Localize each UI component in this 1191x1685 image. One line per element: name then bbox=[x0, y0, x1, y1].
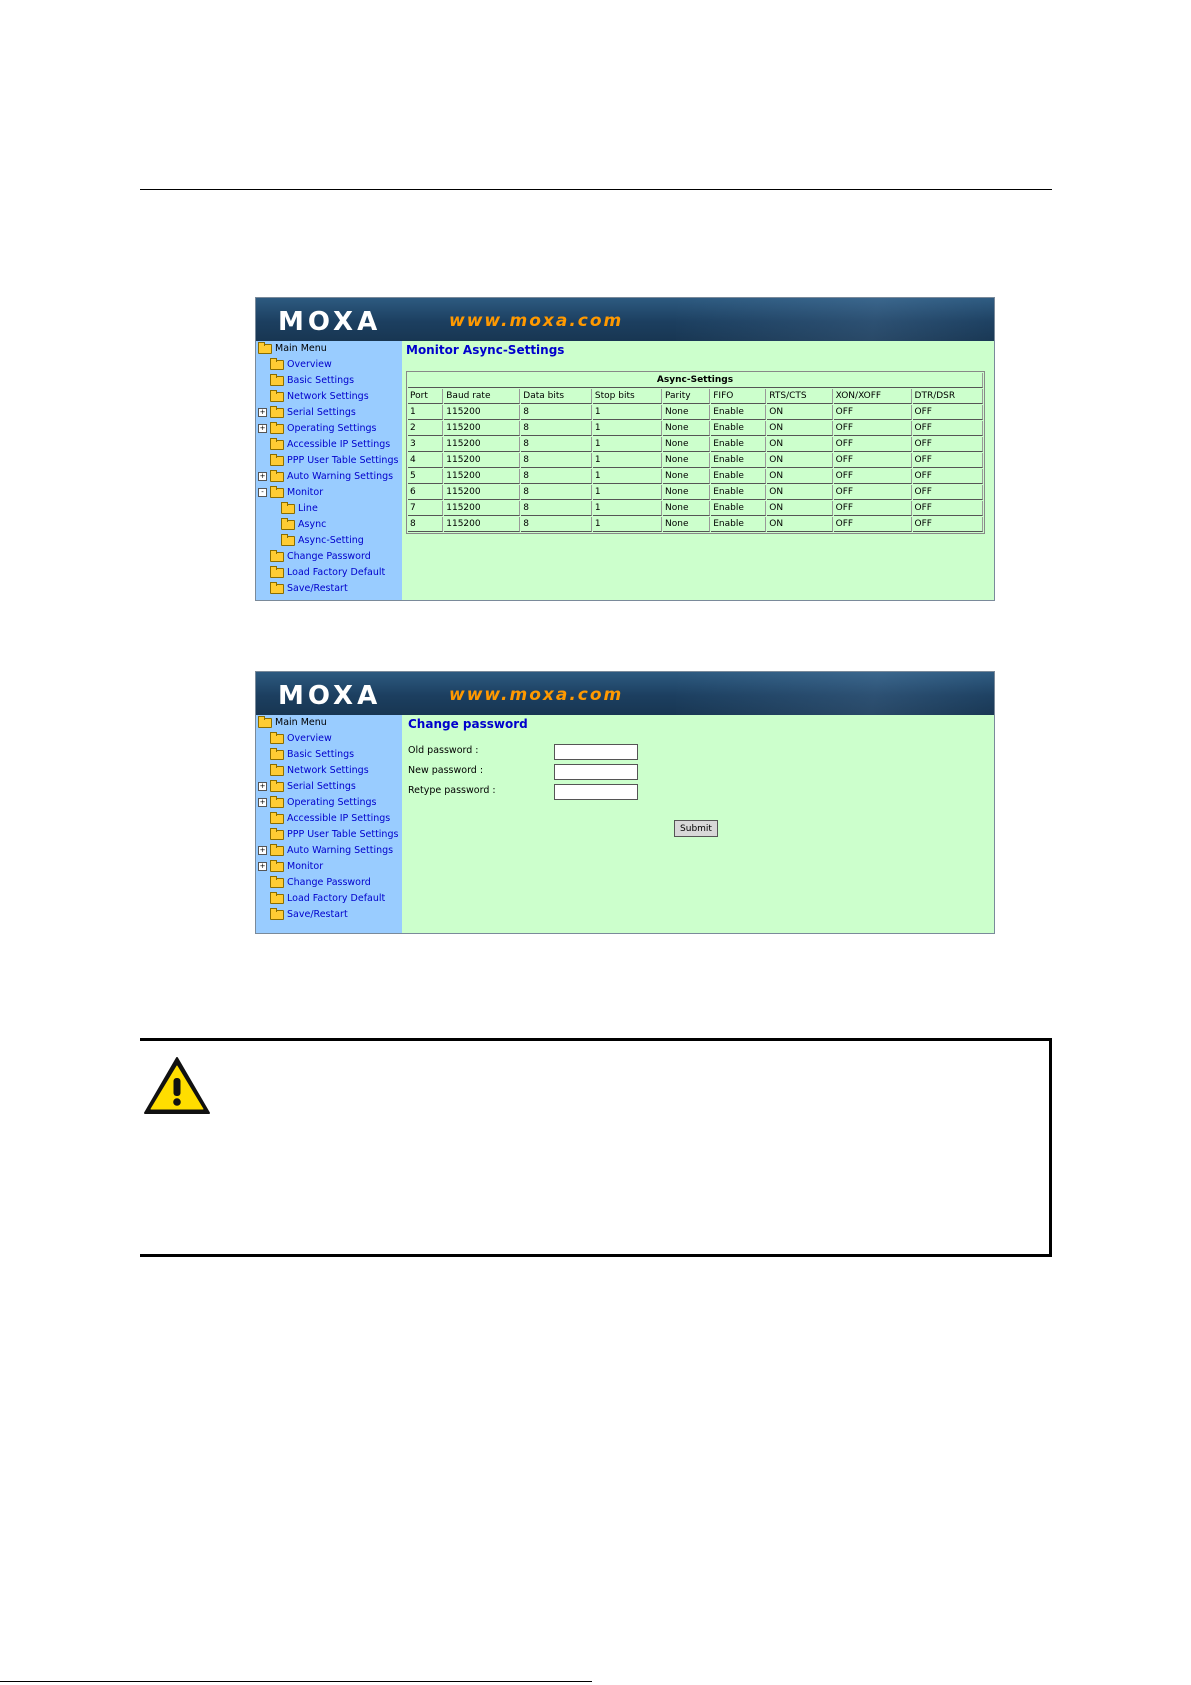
table-row bbox=[408, 405, 983, 420]
table-cell: 8 bbox=[521, 453, 592, 468]
table-cell: 1 bbox=[593, 485, 662, 500]
table-cell: None bbox=[663, 485, 710, 500]
table-cell: OFF bbox=[913, 405, 983, 420]
expand-icon[interactable]: + bbox=[259, 424, 266, 432]
async-settings-table bbox=[406, 371, 985, 534]
menu-item-serial-settings[interactable] bbox=[256, 405, 402, 421]
menu-item-label: Load Factory Default bbox=[287, 567, 386, 578]
menu-item-label: Serial Settings bbox=[287, 407, 356, 418]
menu-item-label: Overview bbox=[287, 359, 332, 370]
table-cell: OFF bbox=[834, 405, 912, 420]
table-cell: OFF bbox=[834, 421, 912, 436]
moxa-logo: MOXA bbox=[278, 307, 382, 337]
folder-icon bbox=[270, 424, 284, 434]
table-cell: 8 bbox=[521, 421, 592, 436]
column-header: Data bits bbox=[521, 389, 592, 404]
table-cell: 1 bbox=[593, 453, 662, 468]
table-cell: 8 bbox=[521, 485, 592, 500]
table-cell: OFF bbox=[834, 453, 912, 468]
table-cell: Enable bbox=[711, 453, 766, 468]
header-rule bbox=[140, 189, 1052, 190]
table-cell: None bbox=[663, 517, 710, 532]
table-cell: OFF bbox=[913, 517, 983, 532]
folder-icon bbox=[270, 392, 284, 402]
table-cell: 115200 bbox=[444, 437, 520, 452]
folder-open-icon bbox=[258, 718, 272, 728]
table-cell: 8 bbox=[408, 517, 443, 532]
table-cell: ON bbox=[767, 421, 832, 436]
column-header: Baud rate bbox=[444, 389, 520, 404]
folder-icon bbox=[270, 798, 284, 808]
table-cell: 1 bbox=[593, 437, 662, 452]
table-cell: ON bbox=[767, 485, 832, 500]
table-cell: Enable bbox=[711, 437, 766, 452]
table-cell: 6 bbox=[408, 485, 443, 500]
folder-icon bbox=[270, 782, 284, 792]
footer-rule bbox=[0, 1681, 592, 1682]
menu-item-label: Serial Settings bbox=[287, 781, 356, 792]
table-cell: ON bbox=[767, 501, 832, 516]
table-cell: 8 bbox=[521, 405, 592, 420]
menu-tree bbox=[256, 341, 402, 597]
table-cell: 4 bbox=[408, 453, 443, 468]
column-header: Parity bbox=[663, 389, 710, 404]
menu-item-main-menu[interactable] bbox=[256, 715, 402, 731]
table-cell: 115200 bbox=[444, 485, 520, 500]
menu-item-label: Save/Restart bbox=[287, 909, 348, 920]
folder-icon bbox=[281, 520, 295, 530]
warning-triangle-icon bbox=[142, 1055, 212, 1117]
menu-item-line[interactable] bbox=[256, 501, 402, 517]
screenshot-change-password bbox=[255, 671, 995, 934]
table-row bbox=[408, 485, 983, 500]
folder-icon bbox=[270, 830, 284, 840]
folder-icon bbox=[270, 488, 284, 498]
menu-item-load-factory-default[interactable] bbox=[256, 891, 402, 907]
screenshot-monitor-async-settings bbox=[255, 297, 995, 601]
folder-icon bbox=[270, 552, 284, 562]
table-cell: 115200 bbox=[444, 453, 520, 468]
menu-item-network-settings[interactable] bbox=[256, 389, 402, 405]
table-cell: OFF bbox=[913, 501, 983, 516]
menu-item-label: Monitor bbox=[287, 487, 324, 498]
folder-icon bbox=[270, 472, 284, 482]
table-cell: Enable bbox=[711, 421, 766, 436]
expand-icon[interactable]: + bbox=[259, 798, 266, 806]
folder-icon bbox=[270, 360, 284, 370]
table-cell: OFF bbox=[913, 469, 983, 484]
menu-item-monitor[interactable] bbox=[256, 859, 402, 875]
table-cell: ON bbox=[767, 469, 832, 484]
folder-icon bbox=[270, 846, 284, 856]
column-header: FIFO bbox=[711, 389, 766, 404]
table-cell: 8 bbox=[521, 501, 592, 516]
menu-item-label: Main Menu bbox=[275, 717, 327, 728]
menu-item-label: Line bbox=[298, 503, 318, 514]
page-title: Change password bbox=[408, 717, 528, 731]
table-cell: OFF bbox=[834, 469, 912, 484]
folder-icon bbox=[270, 456, 284, 466]
table-cell: OFF bbox=[834, 485, 912, 500]
menu-item-async[interactable] bbox=[256, 517, 402, 533]
menu-item-change-password[interactable] bbox=[256, 549, 402, 565]
menu-item-monitor[interactable] bbox=[256, 485, 402, 501]
table-cell: Enable bbox=[711, 469, 766, 484]
menu-item-operating-settings[interactable] bbox=[256, 421, 402, 437]
table-cell: 1 bbox=[593, 517, 662, 532]
folder-icon bbox=[270, 862, 284, 872]
folder-open-icon bbox=[258, 344, 272, 354]
page-title: Monitor Async-Settings bbox=[406, 343, 565, 357]
table-cell: 115200 bbox=[444, 421, 520, 436]
menu-tree bbox=[256, 715, 402, 923]
retype-password-label: Retype password : bbox=[408, 785, 496, 796]
table-cell: ON bbox=[767, 437, 832, 452]
menu-item-label: PPP User Table Settings bbox=[287, 829, 399, 840]
new-password-input[interactable] bbox=[554, 764, 638, 780]
menu-item-label: Network Settings bbox=[287, 391, 369, 402]
old-password-label: Old password : bbox=[408, 745, 479, 756]
table-cell: None bbox=[663, 453, 710, 468]
table-cell: OFF bbox=[913, 421, 983, 436]
table-cell: OFF bbox=[834, 501, 912, 516]
table-cell: OFF bbox=[913, 485, 983, 500]
table-cell: None bbox=[663, 405, 710, 420]
menu-item-save-restart[interactable] bbox=[256, 907, 402, 923]
table-cell: Enable bbox=[711, 405, 766, 420]
table-cell: 5 bbox=[408, 469, 443, 484]
table-cell: 7 bbox=[408, 501, 443, 516]
folder-icon bbox=[270, 584, 284, 594]
banner-swoosh bbox=[676, 298, 994, 341]
table-cell: 8 bbox=[521, 437, 592, 452]
table-cell: OFF bbox=[913, 437, 983, 452]
table-row bbox=[408, 501, 983, 516]
menu-item-ppp-user-table-settings[interactable] bbox=[256, 453, 402, 469]
table-cell: 1 bbox=[593, 421, 662, 436]
menu-item-label: Auto Warning Settings bbox=[287, 845, 394, 856]
table-cell: 1 bbox=[593, 501, 662, 516]
table-row bbox=[408, 421, 983, 436]
folder-icon bbox=[270, 734, 284, 744]
moxa-logo: MOXA bbox=[278, 681, 382, 711]
table-cell: OFF bbox=[913, 453, 983, 468]
table-cell: 115200 bbox=[444, 501, 520, 516]
folder-icon bbox=[270, 568, 284, 578]
table-cell: None bbox=[663, 437, 710, 452]
table-cell: None bbox=[663, 469, 710, 484]
menu-item-label: Monitor bbox=[287, 861, 324, 872]
menu-item-overview[interactable] bbox=[256, 731, 402, 747]
menu-item-label: Overview bbox=[287, 733, 332, 744]
menu-item-label: Network Settings bbox=[287, 765, 369, 776]
menu-item-label: Accessible IP Settings bbox=[287, 439, 391, 450]
menu-item-label: Operating Settings bbox=[287, 423, 377, 434]
old-password-input[interactable] bbox=[554, 744, 638, 760]
table-cell: 115200 bbox=[444, 405, 520, 420]
table-cell: Enable bbox=[711, 501, 766, 516]
table-cell: 2 bbox=[408, 421, 443, 436]
folder-icon bbox=[281, 504, 295, 514]
menu-item-label: Basic Settings bbox=[287, 749, 355, 760]
caution-box bbox=[140, 1038, 1052, 1257]
expand-icon[interactable]: + bbox=[259, 408, 266, 416]
menu-item-label: Async-Setting bbox=[298, 535, 364, 546]
table-cell: OFF bbox=[834, 437, 912, 452]
site-url[interactable]: www.moxa.com bbox=[449, 311, 624, 331]
banner bbox=[256, 298, 994, 341]
menu-item-accessible-ip-settings[interactable] bbox=[256, 437, 402, 453]
column-header: XON/XOFF bbox=[834, 389, 912, 404]
table-cell: ON bbox=[767, 453, 832, 468]
menu-item-auto-warning-settings[interactable] bbox=[256, 843, 402, 859]
menu-item-basic-settings[interactable] bbox=[256, 373, 402, 389]
table-row bbox=[408, 453, 983, 468]
menu-item-basic-settings[interactable] bbox=[256, 747, 402, 763]
table-row bbox=[408, 469, 983, 484]
menu-item-label: Main Menu bbox=[275, 343, 327, 354]
table-cell: 3 bbox=[408, 437, 443, 452]
table-cell: 115200 bbox=[444, 517, 520, 532]
menu-item-auto-warning-settings[interactable] bbox=[256, 469, 402, 485]
column-header: DTR/DSR bbox=[913, 389, 983, 404]
folder-icon bbox=[270, 408, 284, 418]
folder-icon bbox=[281, 536, 295, 546]
column-header: Stop bits bbox=[593, 389, 662, 404]
table-cell: 8 bbox=[521, 517, 592, 532]
table-cell: ON bbox=[767, 405, 832, 420]
table-cell: ON bbox=[767, 517, 832, 532]
table-cell: 1 bbox=[408, 405, 443, 420]
menu-item-label: Async bbox=[298, 519, 327, 530]
menu-item-label: PPP User Table Settings bbox=[287, 455, 399, 466]
submit-button[interactable]: Submit bbox=[674, 820, 718, 837]
folder-icon bbox=[270, 376, 284, 386]
menu-item-label: Load Factory Default bbox=[287, 893, 386, 904]
collapse-icon[interactable]: - bbox=[258, 488, 267, 497]
folder-icon bbox=[270, 766, 284, 776]
folder-icon bbox=[270, 814, 284, 824]
expand-icon[interactable]: + bbox=[259, 782, 266, 790]
content-pane bbox=[404, 715, 994, 933]
menu-item-label: Save/Restart bbox=[287, 583, 348, 594]
menu-item-overview[interactable] bbox=[256, 357, 402, 373]
menu-item-save-restart[interactable] bbox=[256, 581, 402, 597]
banner bbox=[256, 672, 994, 715]
table-header-row bbox=[408, 389, 983, 404]
column-header: Port bbox=[408, 389, 443, 404]
menu-item-accessible-ip-settings[interactable] bbox=[256, 811, 402, 827]
menu-item-label: Change Password bbox=[287, 551, 371, 562]
expand-icon[interactable]: + bbox=[259, 846, 266, 854]
folder-icon bbox=[270, 878, 284, 888]
menu-item-operating-settings[interactable] bbox=[256, 795, 402, 811]
table-caption: Async-Settings bbox=[408, 373, 983, 388]
sidebar bbox=[256, 341, 402, 600]
column-header: RTS/CTS bbox=[767, 389, 832, 404]
table-cell: 1 bbox=[593, 405, 662, 420]
menu-item-serial-settings[interactable] bbox=[256, 779, 402, 795]
folder-icon bbox=[270, 750, 284, 760]
site-url[interactable]: www.moxa.com bbox=[449, 685, 624, 705]
table-cell: None bbox=[663, 421, 710, 436]
menu-item-label: Operating Settings bbox=[287, 797, 377, 808]
table-cell: 8 bbox=[521, 469, 592, 484]
menu-item-async-setting[interactable] bbox=[256, 533, 402, 549]
retype-password-input[interactable] bbox=[554, 784, 638, 800]
menu-item-main-menu[interactable] bbox=[256, 341, 402, 357]
menu-item-label: Auto Warning Settings bbox=[287, 471, 394, 482]
menu-item-change-password[interactable] bbox=[256, 875, 402, 891]
table-cell: OFF bbox=[834, 517, 912, 532]
new-password-label: New password : bbox=[408, 765, 484, 776]
table-cell: None bbox=[663, 501, 710, 516]
expand-icon[interactable]: + bbox=[259, 472, 266, 480]
menu-item-ppp-user-table-settings[interactable] bbox=[256, 827, 402, 843]
banner-swoosh bbox=[676, 672, 994, 715]
menu-item-load-factory-default[interactable] bbox=[256, 565, 402, 581]
expand-icon[interactable]: + bbox=[259, 862, 266, 870]
menu-item-network-settings[interactable] bbox=[256, 763, 402, 779]
folder-icon bbox=[270, 910, 284, 920]
folder-icon bbox=[270, 440, 284, 450]
menu-item-label: Accessible IP Settings bbox=[287, 813, 391, 824]
table-row bbox=[408, 517, 983, 532]
table-row bbox=[408, 437, 983, 452]
table-cell: Enable bbox=[711, 485, 766, 500]
folder-icon bbox=[270, 894, 284, 904]
table-cell: Enable bbox=[711, 517, 766, 532]
menu-item-label: Change Password bbox=[287, 877, 371, 888]
menu-item-label: Basic Settings bbox=[287, 375, 355, 386]
content-pane bbox=[404, 341, 994, 600]
table-cell: 1 bbox=[593, 469, 662, 484]
sidebar bbox=[256, 715, 402, 933]
table-cell: 115200 bbox=[444, 469, 520, 484]
